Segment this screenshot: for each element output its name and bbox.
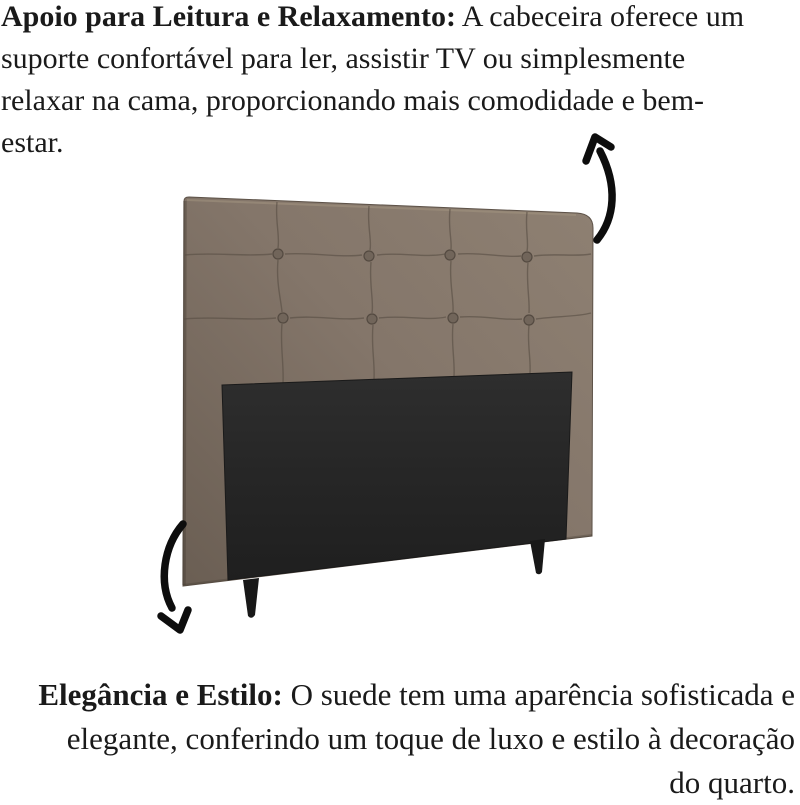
headboard-back-panel: [222, 372, 572, 580]
tufting-button: [445, 250, 455, 260]
text-line: estar.: [1, 126, 64, 159]
tufting-button: [367, 314, 377, 324]
text-line: do quarto.: [669, 765, 795, 800]
text-line: relaxar na cama, proporcionando mais comodidade e bem-: [1, 84, 705, 117]
headboard-leg-right: [530, 539, 545, 574]
tufting-button: [522, 252, 532, 262]
bottom-description: [0, 673, 795, 805]
text-line: Apoio para Leitura e Relaxamento: A cabeceira oferece um: [1, 0, 745, 33]
tufting-button: [273, 249, 283, 259]
tufting-button: [278, 313, 288, 323]
tufting-button: [448, 313, 458, 323]
text-line: elegante, conferindo um toque de luxo e estilo à decoração: [66, 721, 795, 756]
tufting-button: [364, 251, 374, 261]
text-line: Elegância e Estilo: O suede tem uma aparência sofisticada e: [38, 677, 795, 712]
tufting-button: [524, 315, 534, 325]
headboard-leg-left: [243, 578, 259, 618]
text-line: suporte confortável para ler, assistir TV ou simplesmente: [1, 42, 686, 75]
